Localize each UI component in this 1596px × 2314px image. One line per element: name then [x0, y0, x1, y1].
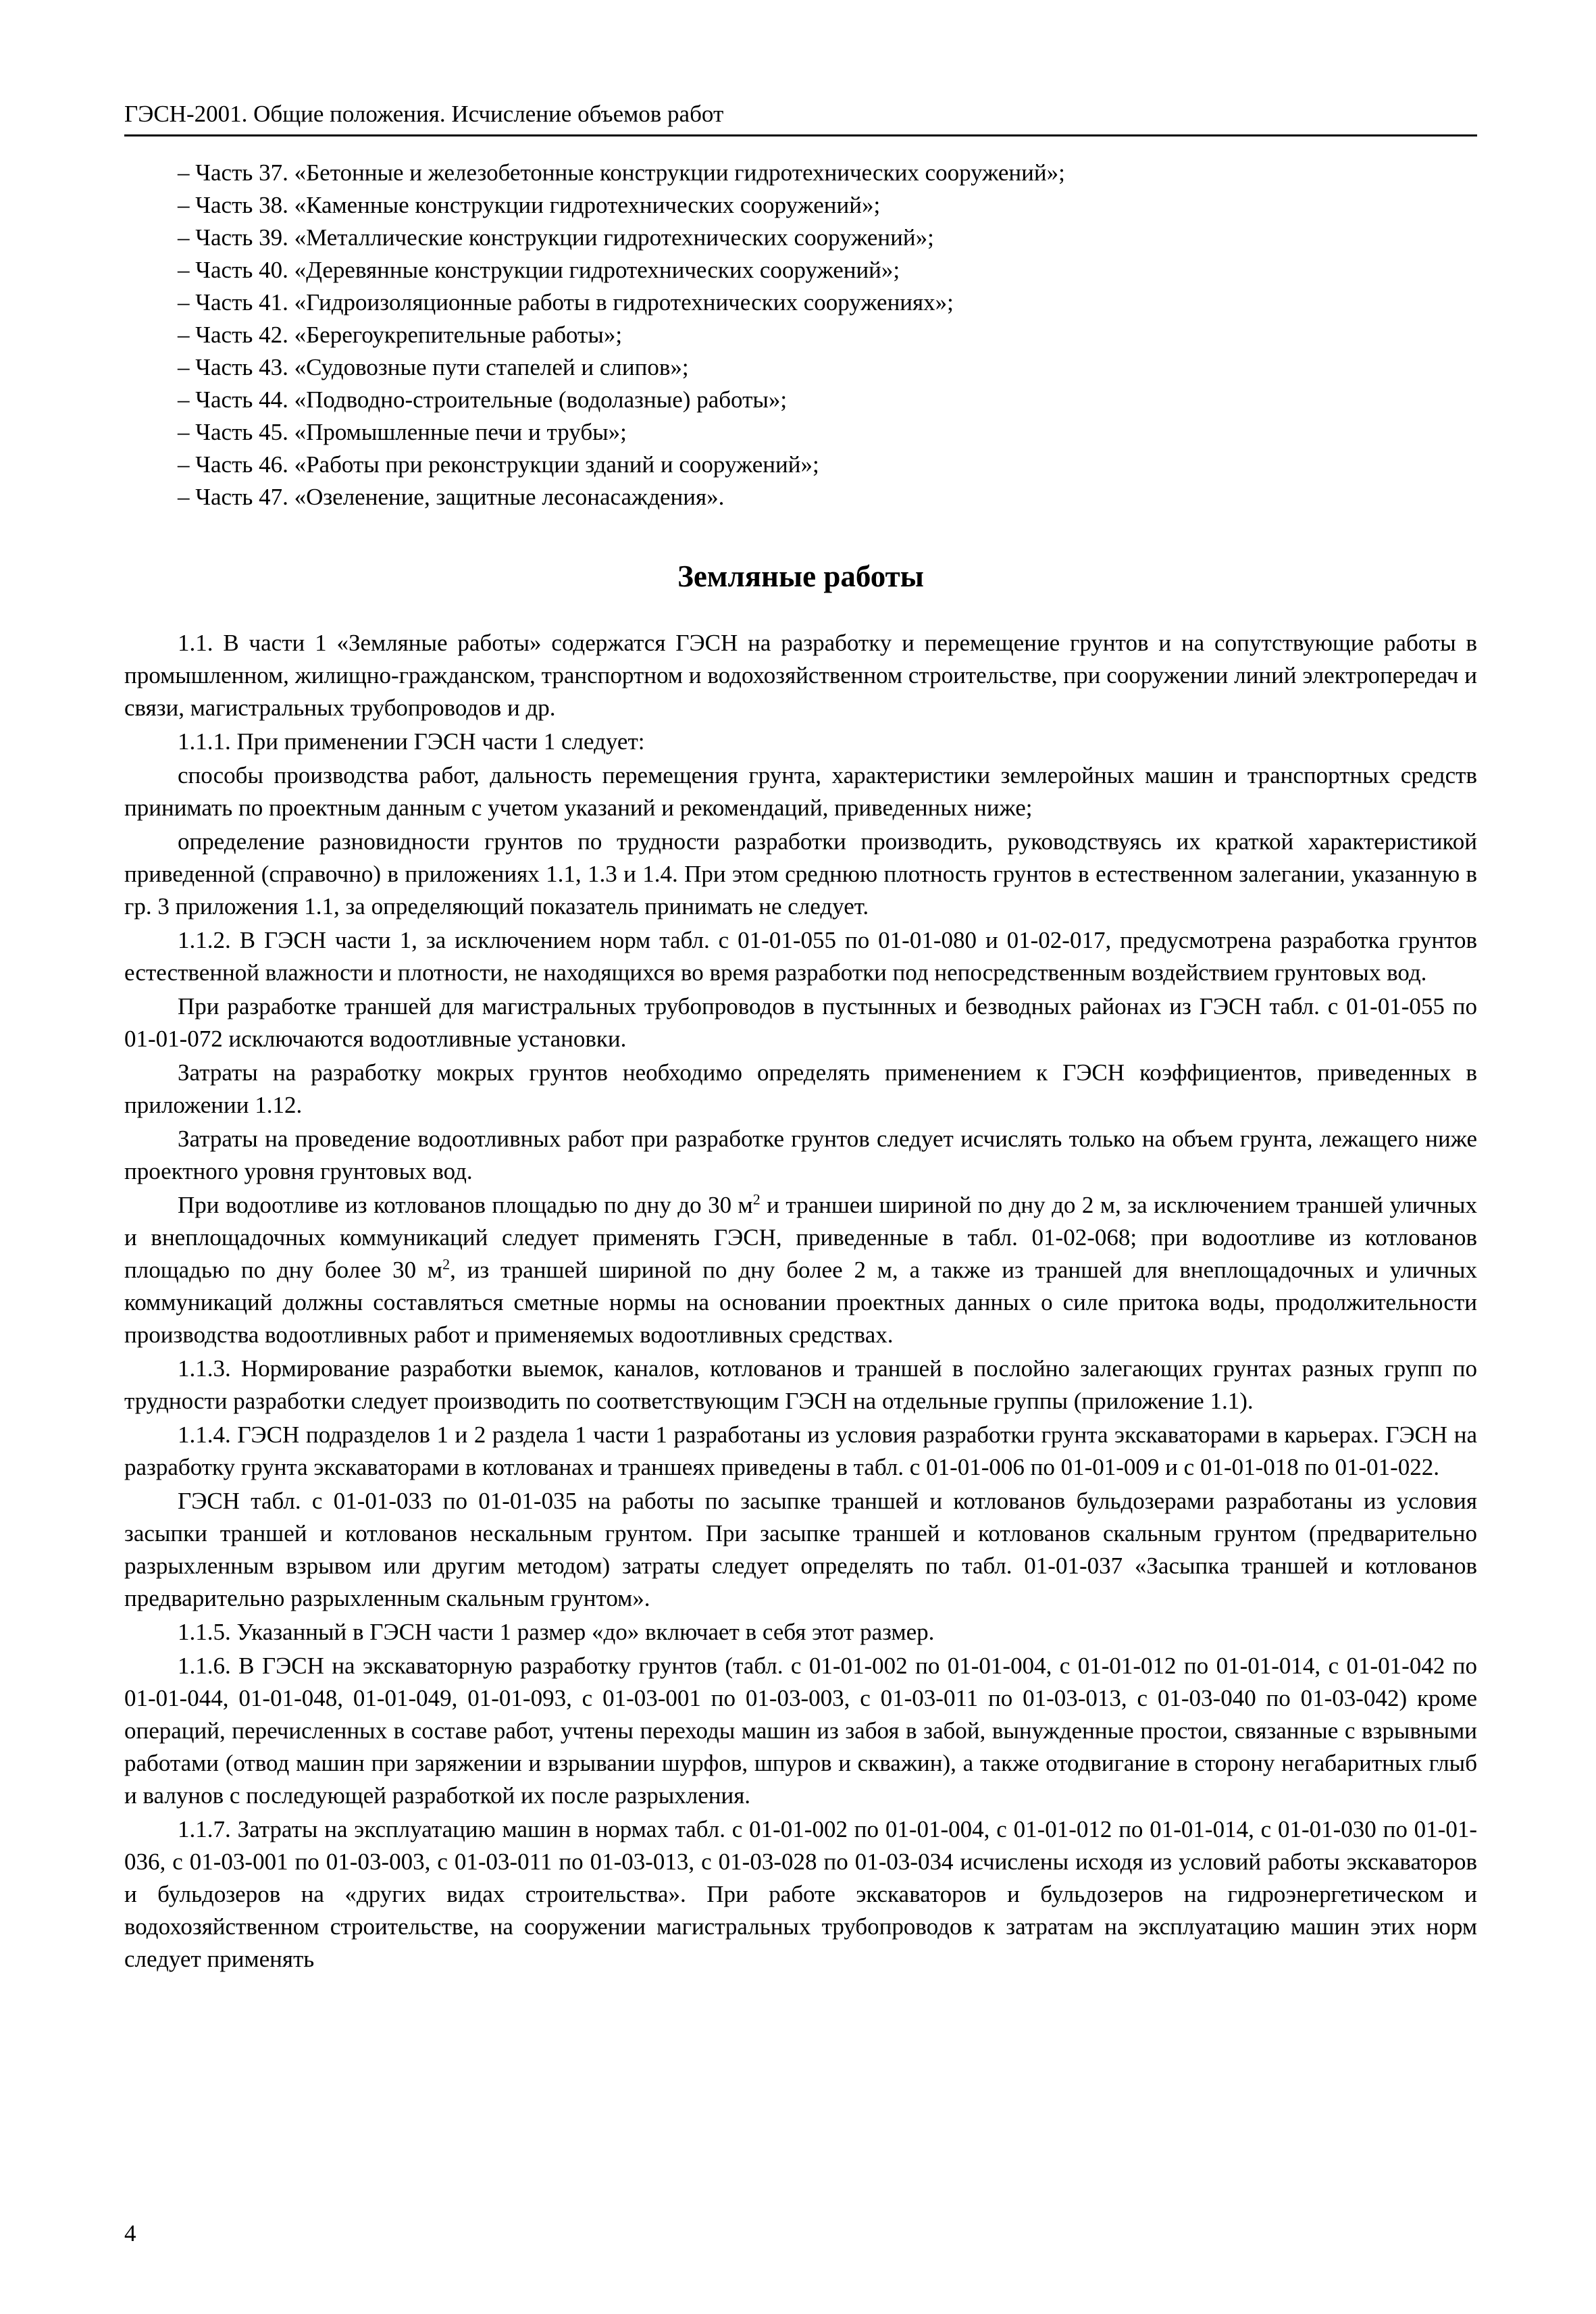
list-item: – Часть 39. «Металлические конструкции гидротехнических сооружений»;	[178, 224, 934, 251]
paragraph-wet-soils: Затраты на разработку мокрых грунтов необходимо определять применением к ГЭСН коэффициентов, приведенных в приложении 1.12.	[124, 1059, 1477, 1118]
parts-list	[124, 157, 1477, 513]
page-number: 4	[124, 2220, 136, 2246]
running-header: ГЭСН-2001. Общие положения. Исчисление объемов работ	[124, 99, 1477, 136]
list-item: – Часть 41. «Гидроизоляционные работы в гидротехнических сооружениях»;	[178, 289, 954, 316]
text-run: При водоотливе из котлованов площадью по дну до 30 м	[178, 1192, 753, 1218]
list-item: – Часть 40. «Деревянные конструкции гидротехнических сооружений»;	[178, 257, 900, 283]
paragraph-1-1-2: 1.1.2. В ГЭСН части 1, за исключением норм табл. с 01-01-055 по 01-01-080 и 01-02-017, предусмотрена разработка грунтов естественной влажности и плотности, не находящихся во время разработки под непосредственным воздействием грунтовых вод.	[124, 927, 1477, 986]
list-item: – Часть 37. «Бетонные и железобетонные конструкции гидротехнических сооружений»;	[178, 159, 1065, 186]
paragraph-backfill: ГЭСН табл. с 01-01-033 по 01-01-035 на работы по засыпке траншей и котлованов бульдозерами разработаны из условия засыпки траншей и котлованов нескальным грунтом. При засыпке траншей и котлованов скальным грунтом (предварительно разрыхленным взрывом или другим методом) затраты следует определять по табл. 01-01-037 «Засыпка траншей и котлованов предварительно разрыхленным скальным грунтом».	[124, 1488, 1477, 1611]
superscript: 2	[442, 1255, 451, 1273]
paragraph-drainage-pits	[124, 1189, 1477, 1351]
list-item: – Часть 44. «Подводно-строительные (водолазные) работы»;	[178, 386, 788, 413]
paragraph-1-1-1: 1.1.1. При применении ГЭСН части 1 следует:	[178, 728, 645, 755]
paragraph-1-1-5: 1.1.5. Указанный в ГЭСН части 1 размер «до» включает в себя этот размер.	[178, 1619, 935, 1645]
page-content	[124, 157, 1477, 1977]
paragraph-soil-types: определение разновидности грунтов по трудности разработки производить, руководствуясь их краткой характеристикой приведенной (справочно) в приложениях 1.1, 1.3 и 1.4. При этом среднюю плотность грунтов в естественном залегании, указанную в гр. 3 приложения 1.1, за определяющий показатель принимать не следует.	[124, 828, 1477, 920]
paragraph-1-1-3: 1.1.3. Нормирование разработки выемок, каналов, котлованов и траншей в послойно залегающих грунтах разных групп по трудности разработки следует производить по соответствующим ГЭСН на отдельные группы (приложение 1.1).	[124, 1355, 1477, 1414]
paragraph-methods: способы производства работ, дальность перемещения грунта, характеристики землеройных машин и транспортных средств принимать по проектным данным с учетом указаний и рекомендаций, приведенных ниже;	[124, 762, 1477, 821]
paragraph-1-1: 1.1. В части 1 «Земляные работы» содержатся ГЭСН на разработку и перемещение грунтов и на сопутствующие работы в промышленном, жилищно-гражданском, транспортном и водохозяйственном строительстве, при сооружении линий электропередач и связи, магистральных трубопроводов и др.	[124, 630, 1477, 721]
list-item: – Часть 42. «Берегоукрепительные работы»;	[178, 322, 623, 348]
paragraph-trenches-desert: При разработке траншей для магистральных трубопроводов в пустынных и безводных районах из ГЭСН табл. с 01-01-055 по 01-01-072 исключаются водоотливные установки.	[124, 993, 1477, 1052]
text-run: и траншеи шириной по дну до 2 м, за исключением траншей уличных и внеплощадочных коммуникаций следует применять ГЭСН, приведенные в табл. 01-02-068; при водоотливе из котлованов площадью по дну более 30 м	[124, 1192, 1477, 1283]
list-item: – Часть 47. «Озеленение, защитные лесонасаждения».	[178, 484, 725, 510]
superscript: 2	[752, 1190, 761, 1208]
list-item: – Часть 38. «Каменные конструкции гидротехнических сооружений»;	[178, 192, 881, 218]
paragraph-1-1-6: 1.1.6. В ГЭСН на экскаваторную разработку грунтов (табл. с 01-01-002 по 01-01-004, с 01-01-012 по 01-01-014, с 01-01-042 по 01-01-044, 01-01-048, 01-01-049, 01-01-093, с 01-03-001 по 01-03-003, с 01-03-011 по 01-03-013, с 01-03-040 по 01-03-042) кроме операций, перечисленных в составе работ, учтены переходы машин из забоя в забой, вынужденные простои, связанные с взрывными работами (отвод машин при заряжении и взрывании шурфов, шпуров и скважин), а также отодвигание в сторону негабаритных глыб и валунов с последующей разработкой их после разрыхления.	[124, 1653, 1477, 1809]
text-run: , из траншей шириной по дну более 2 м, а также из траншей для внеплощадочных и уличных коммуникаций должны составляться сметные нормы на основании проектных данных о силе притока воды, продолжительности производства водоотливных работ и применяемых водоотливных средствах.	[124, 1257, 1477, 1348]
list-item: – Часть 43. «Судовозные пути стапелей и слипов»;	[178, 354, 689, 380]
paragraph-1-1-7: 1.1.7. Затраты на эксплуатацию машин в нормах табл. с 01-01-002 по 01-01-004, с 01-01-012 по 01-01-014, с 01-01-030 по 01-01-036, с 01-03-001 по 01-03-003, с 01-03-011 по 01-03-013, с 01-03-028 по 01-03-034 исчислены исходя из условий работы экскаваторов и бульдозеров на «других видах строительства». При работе экскаваторов и бульдозеров на гидроэнергетическом и водохозяйственном строительстве, на сооружении магистральных трубопроводов к затратам на эксплуатацию машин этих норм следует применять	[124, 1816, 1477, 1972]
list-item: – Часть 45. «Промышленные печи и трубы»;	[178, 419, 627, 445]
paragraph-drainage-costs: Затраты на проведение водоотливных работ при разработке грунтов следует исчислять только на объем грунта, лежащего ниже проектного уровня грунтовых вод.	[124, 1126, 1477, 1184]
paragraph-1-1-4: 1.1.4. ГЭСН подразделов 1 и 2 раздела 1 части 1 разработаны из условия разработки грунта экскаваторами в карьерах. ГЭСН на разработку грунта экскаваторами в котлованах и траншеях приведены в табл. с 01-01-006 по 01-01-009 и с 01-01-018 по 01-01-022.	[124, 1422, 1477, 1480]
section-title: Земляные работы	[677, 559, 924, 593]
list-item: – Часть 46. «Работы при реконструкции зданий и сооружений»;	[178, 451, 819, 478]
